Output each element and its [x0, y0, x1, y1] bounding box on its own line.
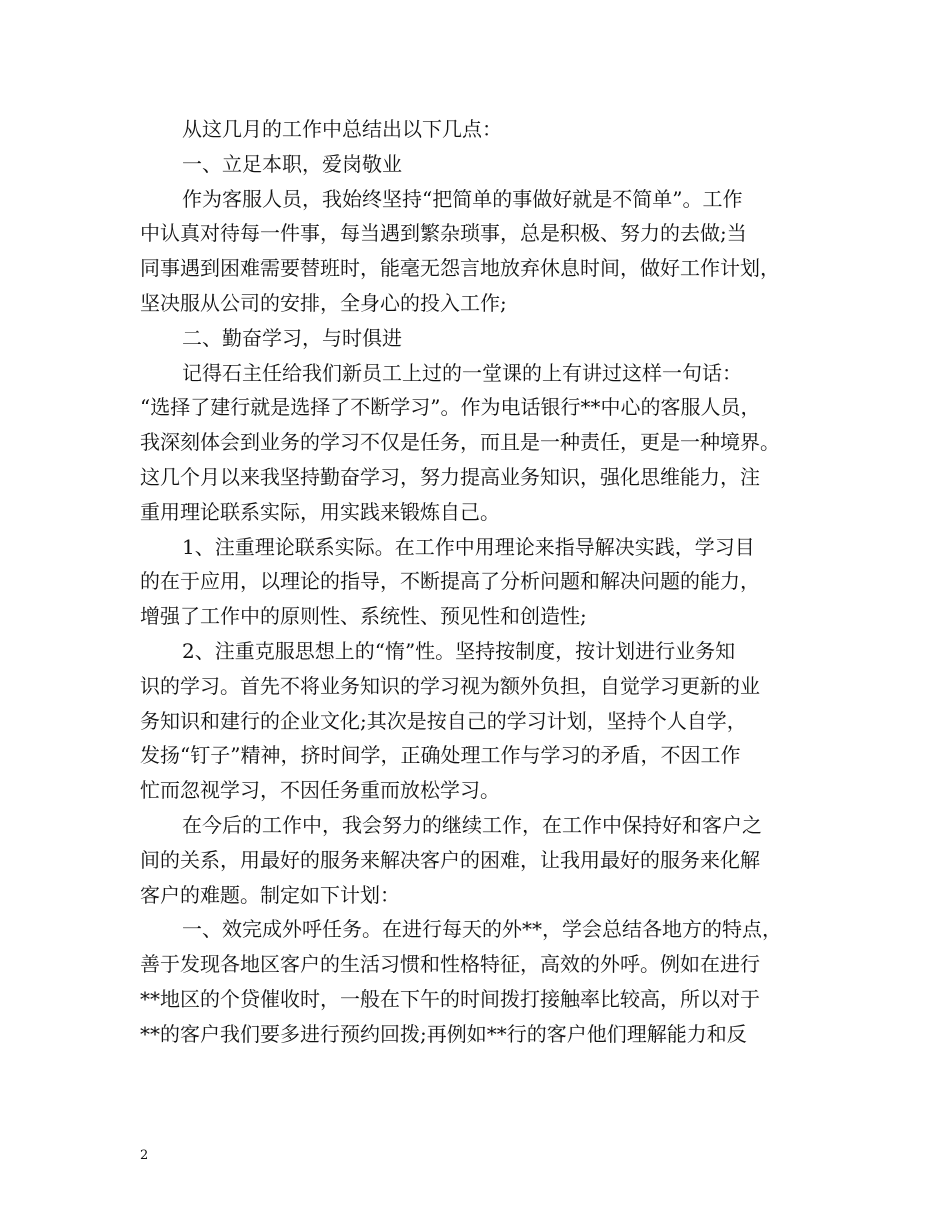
text-line: 同事遇到困难需要替班时，能毫无怨言地放弃休息时间，做好工作计划， — [140, 256, 780, 281]
text-line: 我深刻体会到业务的学习不仅是任务，而且是一种责任，更是一种境界。 — [140, 430, 780, 455]
text-line: 一、立足本职，爱岗敬业 — [182, 151, 402, 176]
text-line: 坚决服从公司的安排，全身心的投入工作; — [140, 290, 507, 315]
text-line: 中认真对待每一件事，每当遇到繁杂琐事，总是积极、努力的去做;当 — [140, 221, 747, 246]
text-line: 识的学习。首先不将业务知识的学习视为额外负担，自觉学习更新的业 — [140, 673, 760, 698]
document-body — [140, 112, 825, 1052]
text-line: 的在于应用，以理论的指导，不断提高了分析问题和解决问题的能力， — [140, 569, 760, 594]
page-number: 2 — [140, 1148, 149, 1163]
text-line: 1、注重理论联系实际。在工作中用理论来指导解决实践，学习目 — [182, 534, 755, 559]
text-line: **的客户我们要多进行预约回拨;再例如**行的客户他们理解能力和反 — [140, 1021, 747, 1046]
text-line: “选择了建行就是选择了不断学习”。作为电话银行**中心的客服人员， — [140, 395, 761, 420]
text-line: 务知识和建行的企业文化;其次是按自己的学习计划，坚持个人自学， — [140, 708, 747, 733]
text-line: **地区的个贷催收时，一般在下午的时间拨打接触率比较高，所以对于 — [140, 986, 760, 1011]
text-line: 作为客服人员，我始终坚持“把简单的事做好就是不简单”。工作 — [182, 186, 743, 211]
text-line: 从这几月的工作中总结出以下几点： — [182, 117, 502, 141]
text-line: 2、注重克服思想上的“惰”性。坚持按制度，按计划进行业务知 — [182, 638, 736, 663]
text-line: 重用理论联系实际，用实践来锻炼自己。 — [140, 499, 500, 524]
text-line: 增强了工作中的原则性、系统性、预见性和创造性; — [140, 604, 587, 629]
text-line: 忙而忽视学习，不因任务重而放松学习。 — [140, 778, 500, 803]
text-line: 这几个月以来我坚持勤奋学习，努力提高业务知识，强化思维能力，注 — [140, 464, 760, 489]
text-line: 发扬“钉子”精神，挤时间学，正确处理工作与学习的矛盾，不因工作 — [140, 743, 741, 768]
text-line: 一、效完成外呼任务。在进行每天的外**，学会总结各地方的特点， — [182, 917, 782, 942]
text-line: 在今后的工作中，我会努力的继续工作，在工作中保持好和客户之 — [182, 812, 762, 837]
text-line: 间的关系，用最好的服务来解决客户的困难，让我用最好的服务来化解 — [140, 847, 760, 872]
text-line: 记得石主任给我们新员工上过的一堂课的上有讲过这样一句话： — [182, 360, 742, 385]
text-line: 二、勤奋学习，与时俱进 — [182, 325, 402, 350]
text-line: 善于发现各地区客户的生活习惯和性格特征，高效的外呼。例如在进行 — [140, 952, 760, 977]
text-line: 客户的难题。制定如下计划： — [140, 882, 400, 907]
